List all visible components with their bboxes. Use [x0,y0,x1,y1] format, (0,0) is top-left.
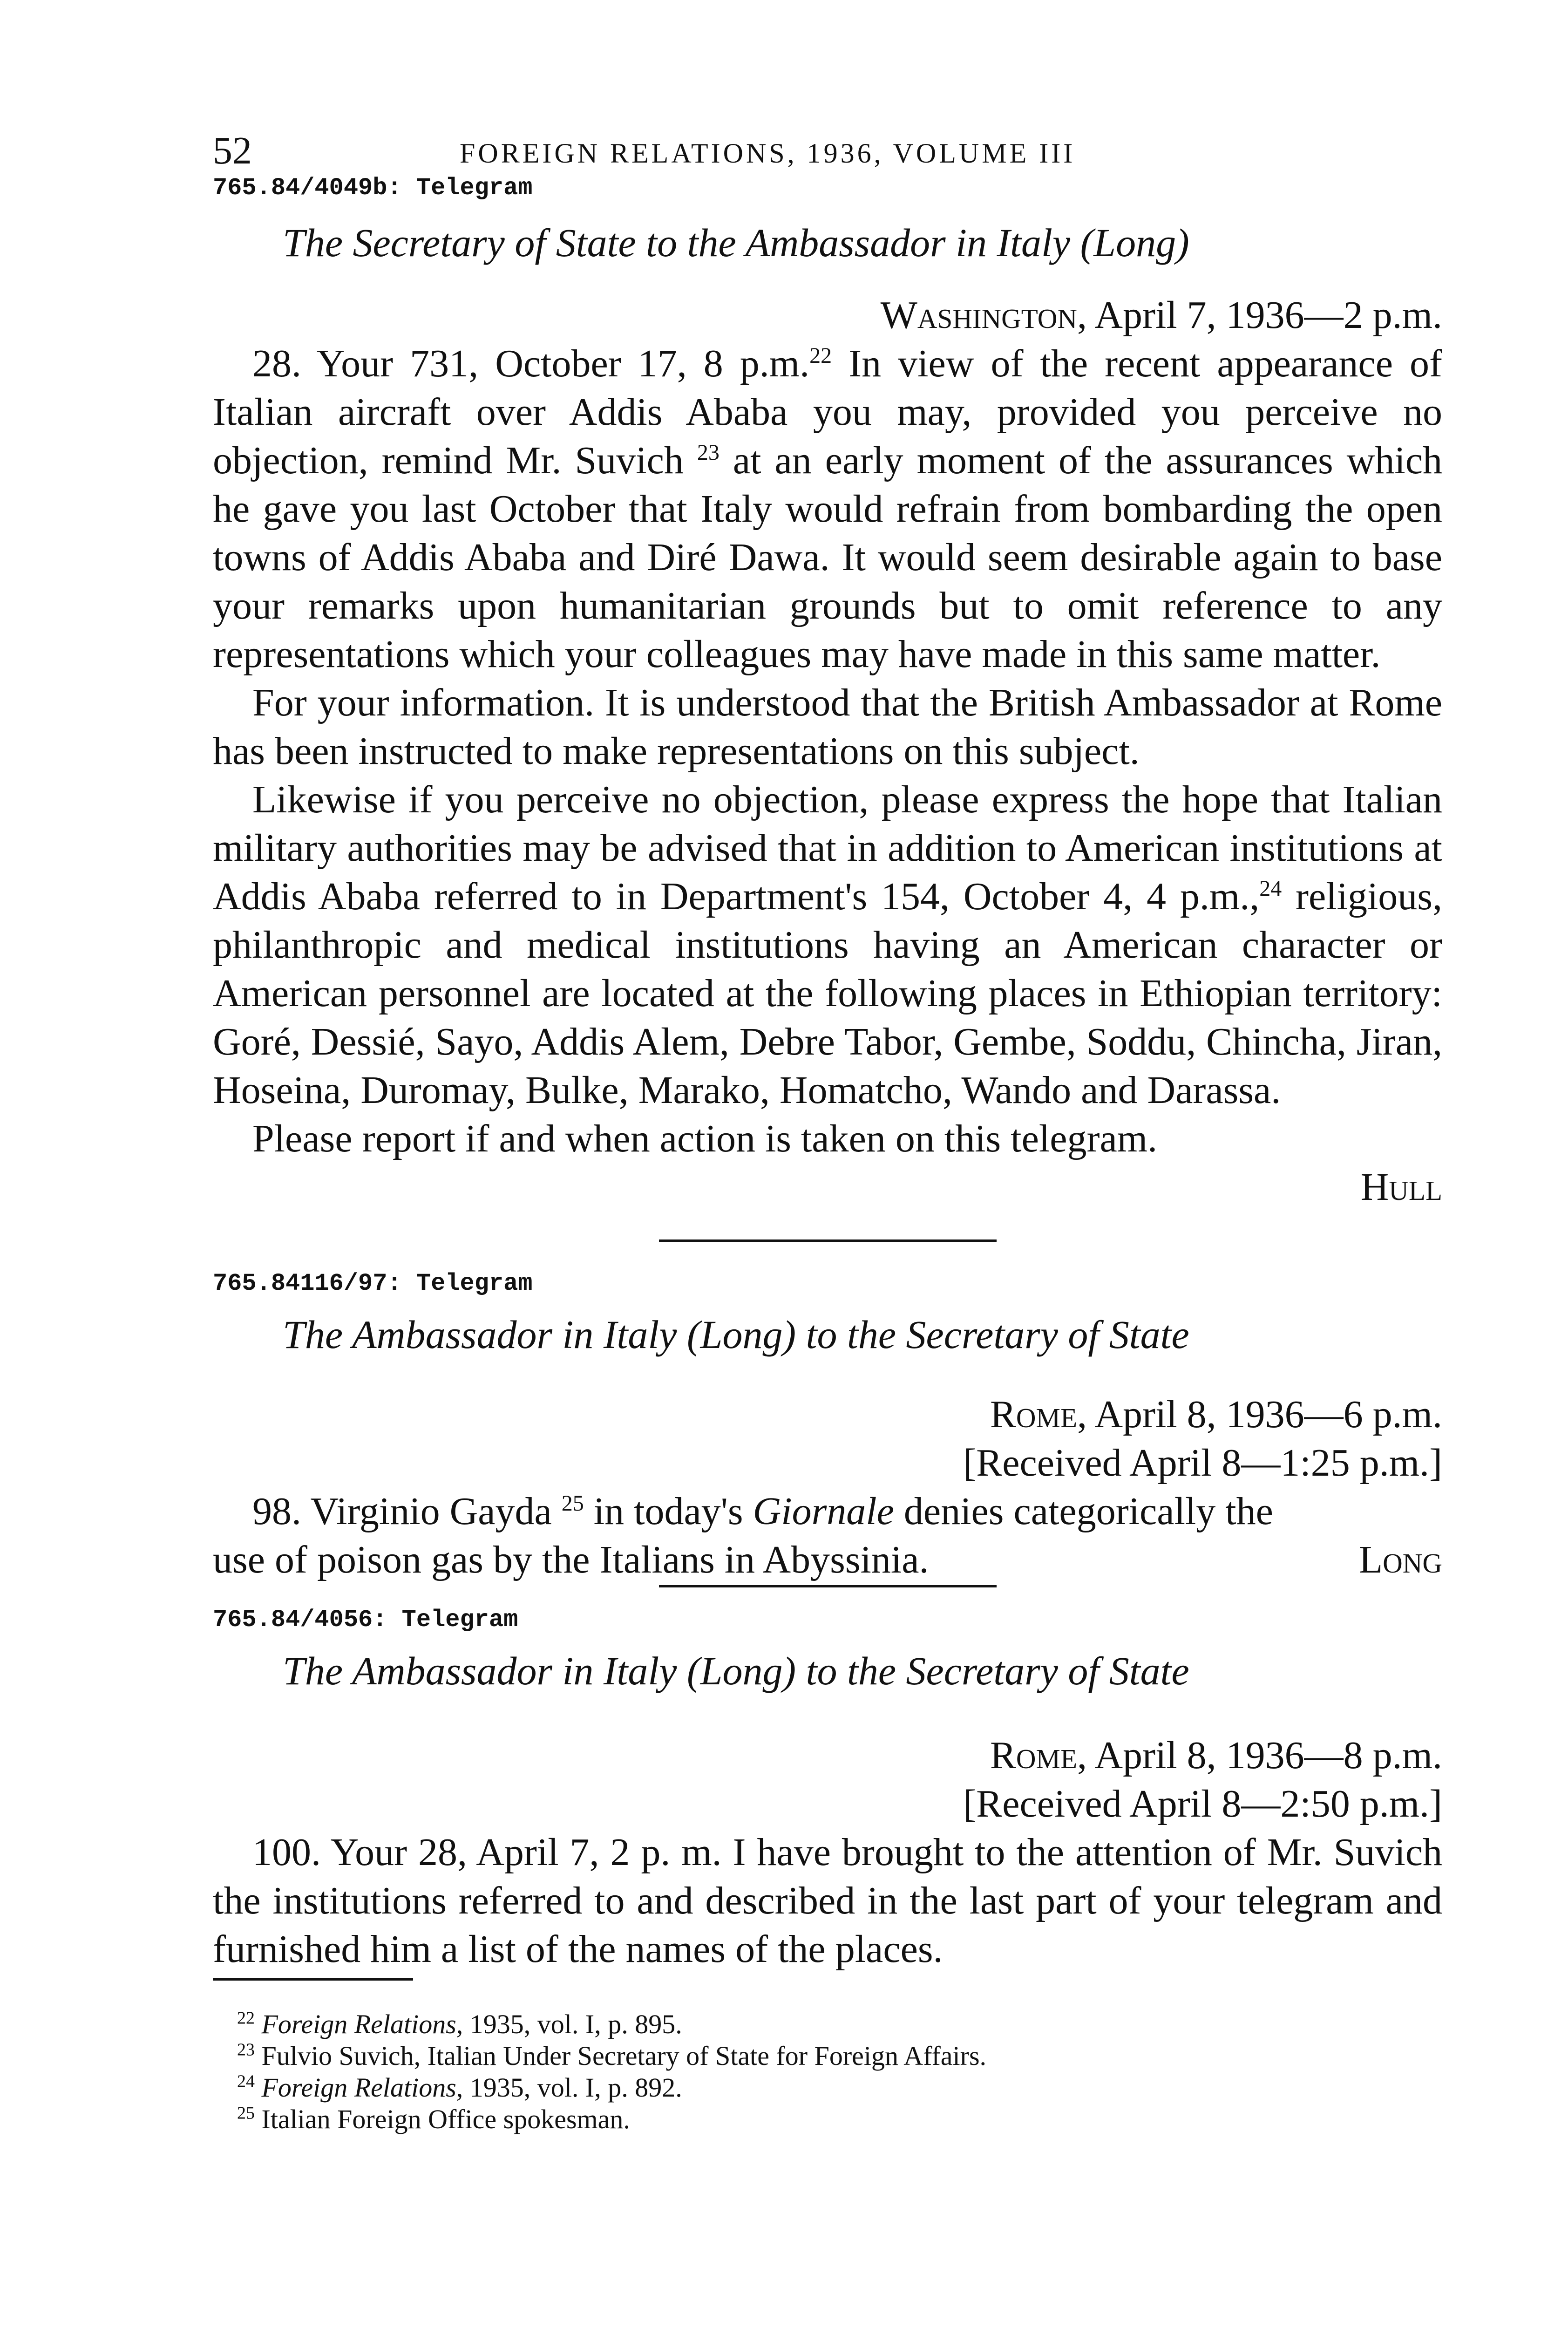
footnote-22: $^{22}$ Foreign Relations, 1935, vol. I, p. 895. [237,2008,682,2039]
dateline-place: Washington [880,293,1077,337]
footnote-23: $^{23}$ Fulvio Suvich, Italian Under Secretary of State for Foreign Affairs. [237,2040,987,2071]
footnote-24: $^{24}$ Foreign Relations, 1935, vol. I, p. 892. [237,2071,682,2103]
footnote-ref-24: 24 [1259,876,1282,901]
footnote-ref-25: 25 [561,1491,584,1516]
section-divider [659,1239,997,1242]
signature-long: Long [1358,1538,1442,1581]
paragraph-please-report: Please report if and when action is taken on this telegram. [252,1117,1158,1160]
paragraph-for-information: For your information. It is understood that the British Ambassador at Rome has been instructed to make representations on this subject. [213,681,1442,773]
received-line-2: [Received April 8—1:25 p.m.] [963,1441,1442,1485]
newspaper-title: Giornale [753,1490,894,1533]
paragraph-100: 100. Your 28, April 7, 2 p. m. I have brought to the attention of Mr. Suvich the institutions referred to and described in the last part of your telegram and furnished him a list of the names of the places. [213,1831,1442,1971]
dateline-2 [213,1390,1442,1439]
footnote-ref-22: 22 [809,343,832,368]
file-reference-3: 765.84/4056: Telegram [213,1606,518,1634]
file-reference-2: 765.84116/97: Telegram [213,1270,533,1297]
running-head [213,116,1442,172]
paragraph-98: 98. Virginio Gayda $^{25}$ in today's Giornale denies categorically the [252,1490,1273,1533]
page-number: 52 [213,129,252,172]
dateline-3 [213,1731,1442,1780]
dateline-place: Rome [990,1734,1077,1777]
dateline-place: Rome [990,1393,1077,1436]
received-line-3: [Received April 8—2:50 p.m.] [963,1782,1442,1825]
footnote-rule [213,1978,413,1981]
signature-hull: Hull [1360,1165,1442,1209]
section-divider [659,1585,997,1587]
footnote-25: $^{25}$ Italian Foreign Office spokesman. [237,2103,630,2134]
document-title-2: The Ambassador in Italy (Long) to the Secretary of State [283,1312,1189,1357]
document-title-3: The Ambassador in Italy (Long) to the Secretary of State [283,1648,1189,1693]
paragraph-institutions: Likewise if you perceive no objection, please express the hope that Italian military authorities may be advised that in addition to American institutions at Addis Ababa referred to in Department's 154, October 4, 4 p.m.,$^{24}$ religious, philanthropic and medical institutions having an American character or American personnel are located at the following places in Ethiopian territory: Goré, Dessié, Sayo, Addis Alem, Debre Tabor, Gembe, Soddu, Chincha, Jiran, Hoseina, Duromay, Bulke, Marako, Homatcho, Wando and Darassa. [213,778,1442,1112]
running-title: FOREIGN RELATIONS, 1936, VOLUME III [460,138,1076,169]
dateline-date: , April 7, 1936—2 p.m. [1077,293,1442,337]
footnote-ref-23: 23 [697,440,720,465]
dateline-date: , April 8, 1936—6 p.m. [1077,1393,1442,1436]
file-reference-1: 765.84/4049b: Telegram [213,174,533,202]
dateline-1 [213,291,1442,340]
paragraph-98-last-line: use of poison gas by the Italians in Abyssinia. Long [213,1536,1442,1584]
dateline-date: , April 8, 1936—8 p.m. [1077,1734,1442,1777]
page-content [213,116,1442,2135]
paragraph-28: 28. Your 731, October 17, 8 p.m.$^{22}$ In view of the recent appearance of Italian aircraft over Addis Ababa you may, provided you perceive no objection, remind Mr. Suvich $^{23}$ at an early moment of the assurances which he gave you last October that Italy would refrain from bombarding the open towns of Addis Ababa and Diré Dawa. It would seem desirable again to base your remarks upon humanitarian grounds but to omit reference to any representations which your colleagues may have made in this same matter. [213,342,1442,676]
footnotes [213,2009,1442,2135]
document-title-1: The Secretary of State to the Ambassador in Italy (Long) [283,220,1189,265]
